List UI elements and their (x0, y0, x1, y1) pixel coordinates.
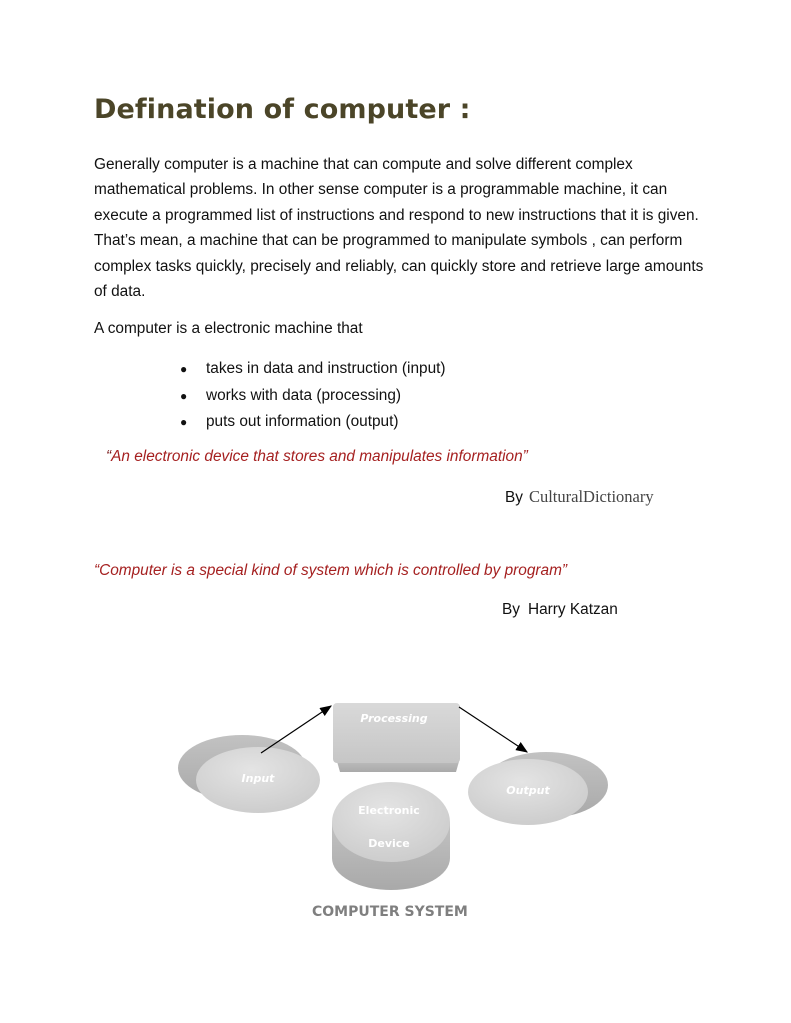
processing-label: Processing (360, 712, 428, 725)
list-item (180, 383, 446, 410)
list-item (180, 356, 446, 383)
quote-two: “Computer is a special kind of system which is controlled by program” (94, 562, 568, 579)
quote-one-open-mark: “ (106, 448, 112, 465)
input-node (178, 735, 320, 813)
computer-system-diagram (170, 690, 630, 930)
page-title: Defination of computer : (94, 94, 471, 125)
bullet-icon: ● (180, 362, 188, 376)
by-label: By (505, 489, 523, 506)
output-label: Output (506, 784, 550, 797)
quote-two-source: Harry Katzan (527, 601, 618, 618)
bullet-icon: ● (180, 388, 188, 403)
electronic-device-label-line2: Device (368, 837, 410, 850)
processing-node (333, 703, 460, 772)
electronic-device-label-line1: Electronic (358, 804, 420, 817)
quote-one-attribution (505, 487, 654, 507)
quote-two-attribution (502, 601, 618, 619)
output-node (468, 752, 608, 825)
arrow-processing-to-output (459, 707, 527, 752)
list-item-text: takes in data and instruction (input) (206, 360, 446, 377)
diagram-caption: COMPUTER SYSTEM (312, 904, 468, 920)
list-item (180, 409, 446, 436)
arrow-input-to-processing (261, 706, 331, 753)
definition-paragraph: Generally computer is a machine that can compute and solve different complex mathematical problems. In other sense computer is a programmable machine, it can execute a programmed list of instructions and respond to new instructions that it is given. That’s mean, a machine that can be programmed to manipulate symbols , can perform complex tasks quickly, precisely and reliably, can quickly store and retrieve large amounts of data. (94, 156, 704, 301)
intro-line: A computer is a electronic machine that (94, 320, 363, 337)
electronic-device-node (332, 782, 450, 890)
function-list (180, 356, 446, 436)
bullet-icon: ● (180, 415, 188, 429)
list-item-text: works with data (processing) (206, 386, 402, 404)
list-item-text: puts out information (output) (206, 413, 399, 430)
quote-one-source: CulturalDictionary (528, 487, 654, 506)
input-label: Input (241, 772, 275, 785)
quote-one-text: An electronic device that stores and manipulates information” (111, 448, 528, 465)
by-label: By (502, 601, 520, 618)
quote-one (106, 448, 528, 466)
